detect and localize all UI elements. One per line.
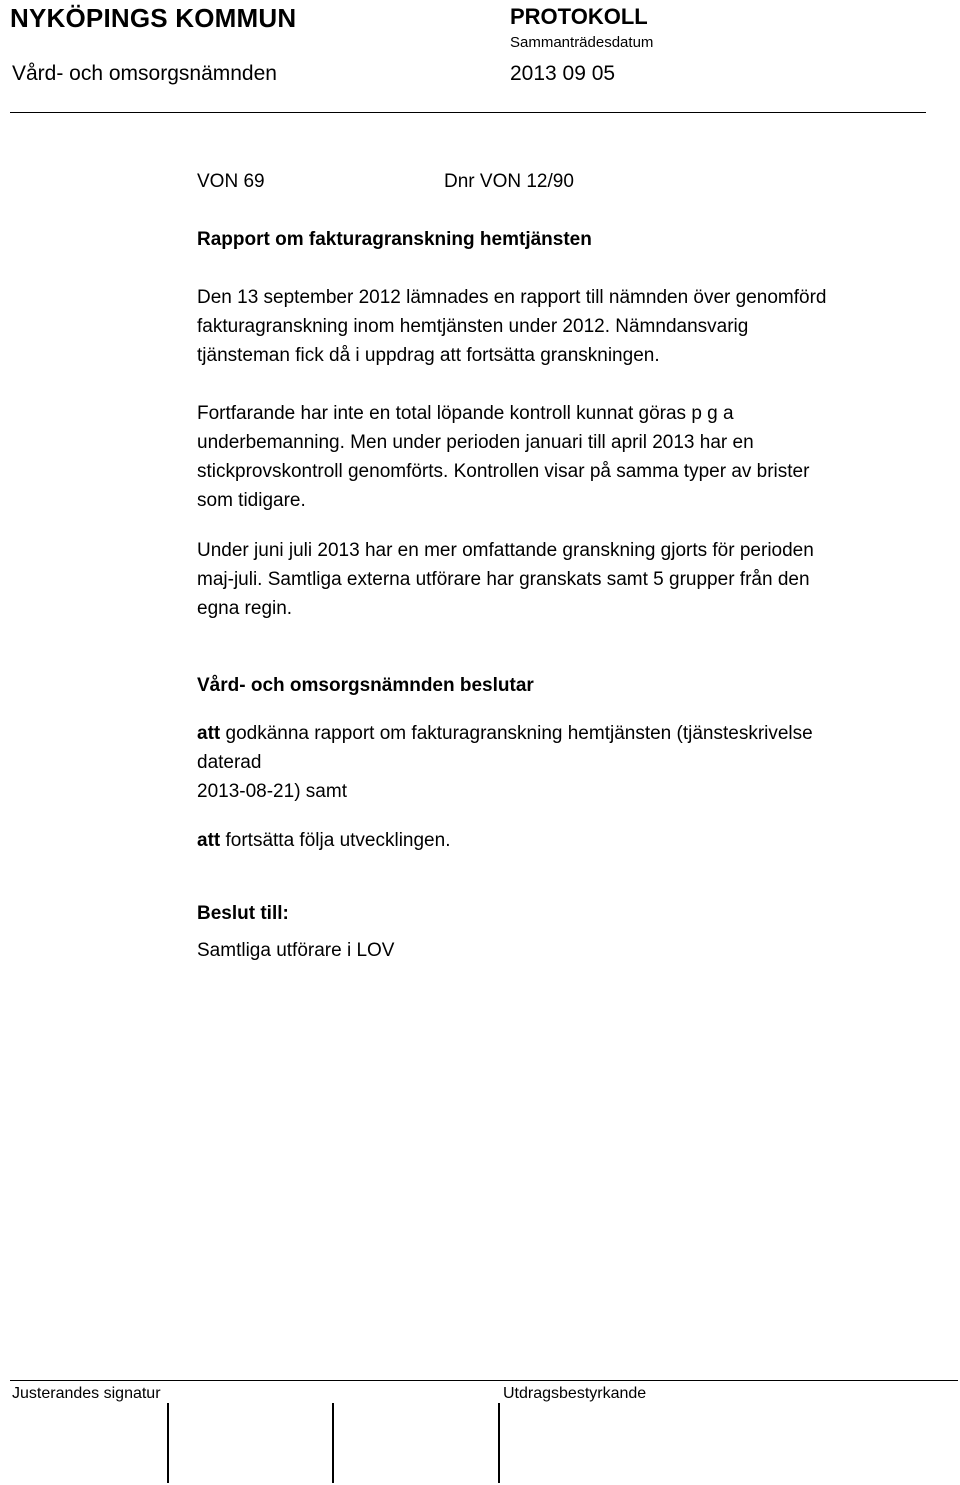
decision-text: fortsätta följa utvecklingen. [220, 830, 451, 851]
paragraph-line: tjänsteman fick då i uppdrag att fortsätta granskningen. [197, 345, 660, 366]
date-label: Sammanträdesdatum [510, 34, 654, 51]
item-title: Rapport om fakturagranskning hemtjänsten [197, 229, 592, 250]
decision-heading: Vård- och omsorgsnämnden beslutar [197, 675, 534, 696]
signature-box-divider [167, 1403, 169, 1483]
footer-divider [10, 1380, 958, 1381]
signature-box-divider [332, 1403, 334, 1483]
paragraph-line: maj-juli. Samtliga externa utförare har granskats samt 5 grupper från den [197, 569, 810, 590]
paragraph-line: Under juni juli 2013 har en mer omfattande granskning gjorts för perioden [197, 540, 814, 561]
decision-text: daterad [197, 752, 262, 773]
decision-text: godkänna rapport om fakturagranskning hemtjänsten (tjänsteskrivelse [220, 723, 813, 744]
att-keyword: att [197, 723, 221, 744]
decision-point-1 [197, 719, 813, 748]
decision-text: 2013-08-21) samt [197, 781, 347, 802]
paragraph-line: som tidigare. [197, 490, 306, 511]
att-keyword: att [197, 830, 221, 851]
signature-box-divider [498, 1403, 500, 1483]
item-reference: Dnr VON 12/90 [444, 171, 574, 192]
certification-label: Utdragsbestyrkande [503, 1385, 647, 1402]
paragraph-line: Den 13 september 2012 lämnades en rapport till nämnden över genomförd [197, 287, 827, 308]
distribution-recipients: Samtliga utförare i LOV [197, 940, 395, 961]
paragraph-line: Fortfarande har inte en total löpande kontroll kunnat göras p g a [197, 403, 734, 424]
paragraph-line: fakturagranskning inom hemtjänsten under 2012. Nämndansvarig [197, 316, 749, 337]
decision-point-2 [197, 826, 450, 855]
paragraph-line: egna regin. [197, 598, 293, 619]
paragraph-line: underbemanning. Men under perioden januari till april 2013 har en [197, 432, 754, 453]
paragraph-line: stickprovskontroll genomförts. Kontrollen visar på samma typer av brister [197, 461, 810, 482]
header-divider [10, 112, 926, 113]
meeting-date: 2013 09 05 [510, 62, 616, 85]
organization-name: NYKÖPINGS KOMMUN [10, 3, 297, 33]
committee-name: Vård- och omsorgsnämnden [12, 62, 277, 85]
item-number: VON 69 [197, 171, 265, 192]
distribution-heading: Beslut till: [197, 903, 289, 924]
document-type: PROTOKOLL [510, 4, 648, 29]
signature-label: Justerandes signatur [12, 1385, 161, 1402]
